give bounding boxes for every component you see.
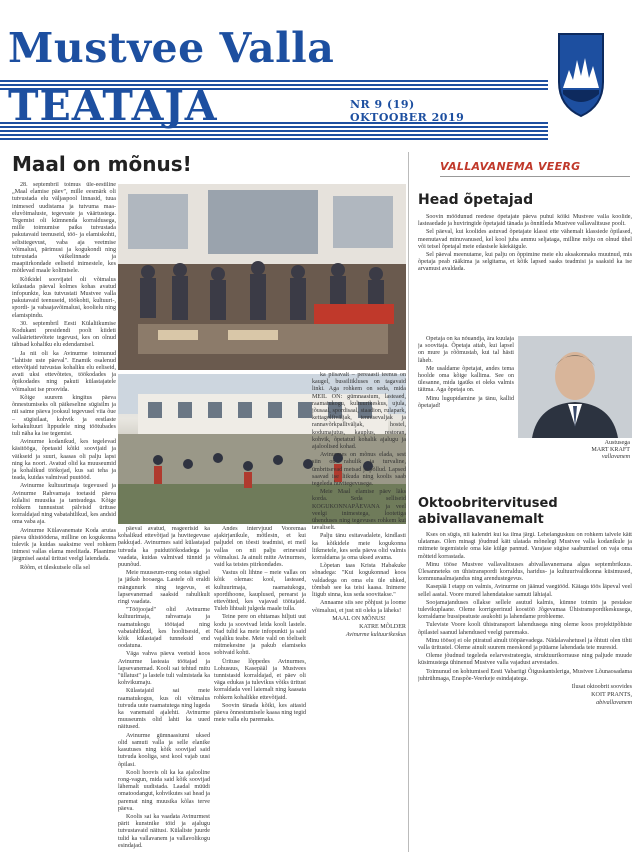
section-rule	[440, 176, 630, 177]
paragraph: Väga vahva päeva veetsid koos Avinurme lasteaia töötajad ja lapsevanemad. Kooli sai tehtud mitu "üllatust" ja lastele tuli valmistada ka kohvikumaju.	[118, 651, 210, 687]
paragraph: Soovin tänada kõiki, kes aitasid päeva õnnestumisele kaasa ning tegid meie valla elu paremaks.	[214, 702, 306, 724]
signature-role: Avinurme kultuurikeskus	[345, 632, 406, 639]
paragraph: Soovin möödunud reedese õpetajate päeva puhul kõiki Mustvee valla koolide, lasteaedade ja huviringide õpetajaid tänada ja õnnitleda Mustvee vallavalitsuse poolt.	[418, 214, 632, 228]
caption-title: vallavanem	[601, 454, 630, 461]
paragraph: 30. septembril Eesti Külaliikumise Kodukant presidendi poolt kiideti vallaäriettevõtete tegevust, kes on olnud tähtsad kohaliku elu edendamisel.	[12, 320, 116, 349]
greetings-article-body	[418, 532, 632, 852]
portrait-caption	[520, 440, 630, 462]
paragraph: Kõikidel soovijatel oli võimalus külastada päeval kolmes kohas avatud infopunkte, kus tutvustati Mustvee valla pakutavaid teenuseid, töökohti, kultuuri-, spordi- ja vabaajavõimalusi, koolielu ning elamispindu.	[12, 276, 116, 319]
paragraph: Avinurme gümnaasiumi uksed olid samuti valla ja selle elanike kasutuses ning kõik soovijad said tutvuda kooliga, sest kool vajab uusi õpilasi.	[118, 732, 210, 768]
paragraph: Külastajaid sai meie raamatukogus, kus oli võimalus tutvuda uute raamatutega ning lugeda ka vanemaid ajalehti. Avinurme muuseumis olid lahti ka uued näitused.	[118, 688, 210, 731]
paragraph: Palju tänu esitavadalete, kindlasti ka kõikidele meie kogukonna liikmetele, kes seda päeva olid valmis korraldama ja oma uksed avama.	[312, 533, 406, 562]
paragraph: Vastus oli lihtne – meie vallas on kõik olemas: kool, lasteaed, kultuurimaja, raamatukogu, spordihoone, kauplused, perearst ja ettevõtted, kes vajavad töötajaid. Tuleb lihtsalt julgeda maale tulla.	[214, 570, 306, 613]
article-column-2	[118, 526, 210, 852]
paragraph: Ürituse lõppedes Avinurmes, Lohusuus, Kasepääl ja Mustvees tunnistasid korraldajad, et päev oli väga edukas ja tulevikus võiks üritust korraldada veel laiemalt ning kaasata rohkem kohalikke ettevõtjaid.	[214, 658, 306, 701]
paragraph: Õpetaja on ka nõuandja, ära kuulaja ja soovitaja. Õpetaja aitab, kui lapsel on mure ja rõõmustab, kui tal hästi läheb.	[418, 336, 514, 364]
issue-date: OKTOOBER 2019	[350, 111, 465, 125]
article-column-4	[312, 372, 406, 852]
market-crowd-illustration	[118, 184, 406, 370]
paragraph: päeval avatud, reageerisid ka kohalikud ettevõtjad ja huvitegevuse pakkujad. Avinurmes said külastajad tutvuda ka puidutöökodadega ja vaadata, kuidas valmivad tünnid ja puunõud.	[118, 526, 210, 569]
masthead-title-line2: TEATAJA	[8, 82, 218, 130]
market-crowd-photo	[118, 184, 406, 370]
paragraph: Toimunud on kohtumised Eesti Vabariigi Õiguskantsleriga, Mustvee Lõunaosadama juhtrühmaga, Eraspõe-Veerkeje esindajatega.	[418, 668, 632, 682]
paragraph: Tuleviste Voore kooli ühistransport lahendusega ning oleme koos projektipõhiste õpilastel saanud lahendused veelgi paremaks.	[418, 622, 632, 636]
paragraph: Oleme jõudnud tegeleda eelarvestrateegia, struktuurikorrause ning paljude muude küsimustega ühinenud Mustvee valla vajadust arvestades.	[418, 653, 632, 667]
masthead	[0, 0, 639, 150]
paragraph: Kooli hoovis oli ka ka ajalooline rong-vagun, mida said kõik soovijad lähemalt uudistada. Laadal müüdi omatoodangut, kohvikutes sai head ja paremat ning muusika kõlas terve päeva.	[118, 769, 210, 812]
issue-number: NR 9 (19)	[350, 98, 415, 111]
paragraph: 28. septembril toimus üle-eestiline „Maal elamise päev", mille eesmärk oli tutvustada elu väljaspool linnasid, tuua inimesed uudistama ja tutvuma maa-eluvõimaluste, tegevuste ja väärtustega. Tegemist oli kümnenda korraldusega, mille toimumise paika tutvustada pakutavaid teenuseid, töö- ja elamiskohti, seltsitegevust, vaba aja veetmise võimalusi, pärimusi ja kogukondi ning tutvustada väikelinnade ja maapiirkondade eeliseid inimestele, kes mõtlevad maale kolimisele.	[12, 182, 116, 275]
signature-name: KATRE MÕLDER	[359, 623, 406, 630]
paragraph: Minu lugupidamine ja tänu, kallid õpetajad!	[418, 395, 514, 409]
paragraph: ka piisavalt – pereaasti teenus on kaugel, bussiliikluses on tagavaid linki. Aga rohkem on seda, mida MEIL ON: gümnaasium, lasteaed, raamatukogu, kultuurikeskus, ujula, jõusaal, spordisaal, staadion, rulapark, kettagolfiväljak, tennisevaljak ja rannavõrkpalliväljak, hostel, kodumajutus, kauplus, restoran, kohvik, õpetatud kohalik ajalugu ja ajaloolised kohad.	[312, 372, 406, 451]
paragraph: Avinurme kodanikud, kes tegelevad käsitööga, õpetasid kõiki soovijaid ja väikseid ja suuri, kaasas oli palju lapsi ning ka noori. Avatud olid ka muuseumid ja kohalikud töökojad, kus sai teha ja teada, kuidas valmivad puutööd.	[12, 439, 116, 482]
signature-name: KOIT PRANTS,	[591, 692, 632, 699]
paragraph: Teine pere on ehitamas hiljuti uut kodu ja soovivad leida kooli lastele. Nad tulid ka meie infopunkti ja said vajaliku teabe. Meie vald on tõeliselt mitmekesine ja pakub elamiseks sobivaid kohti.	[214, 614, 306, 657]
paragraph: Avinurme kultuurimaja tegevused ja Avinurme Rahvamaja toetasid päeva külalisi muusika ja tantsudega. Kõige rohkem tunnustust pälvisid ürituse korraldajad ning vabatahtlikud, kes andsid oma vaba aja.	[12, 483, 116, 526]
municipal-crest-icon	[555, 30, 607, 120]
paragraph: Lõpetan taas Krista Habakuke sõnadega: "Kui kogukonnad koos valdadega on oma elu üle uhked, tõmbab see ka teisi kaasa. Inimene liigub sinna, kus seda soovitakse."	[312, 563, 406, 599]
article-headline-teachers: Head õpetajad	[418, 192, 534, 208]
article-headline-greetings: Oktoobritervitused abivallavanemalt	[418, 496, 558, 527]
paragraph: Minu töösoj ei ole piiratud ainult tööpäevadega. Nädalavahetusel ja õhtuti olen tihti valla üritustel. Oleme ainult suurem meeskond ja püüame lahendada teie muresid.	[418, 637, 632, 652]
article-headline: Maal on mõnus!	[12, 152, 192, 176]
issue-info	[350, 98, 464, 124]
paragraph: Avinurmes on mõnus elada, sest siin on rahulik ja turvaline, ümbritsevad metsad ja põllud. Lapsed saavad ise liikuda ning koolis saab tegeleda huvitegevusega.	[312, 452, 406, 488]
paragraph: Minu tööse Mustvee vallavalitsuses abivallavanemana algas septembrikuus. Ülesanneteks on ühistranspordi korraldus, haridus- ja kultuurivaldkonna küsimused, kommunaalmajandus ning arendustegevus.	[418, 561, 632, 583]
portrait-illustration	[518, 336, 632, 438]
paragraph: Avinurme Külavanemate Koda arutas päeva ühistöödena, milline on kogukonna tulevik ja kuidas saaksime veel rohkem inimesi vallas elama meelitada. Plaanime järgmisel aastal üritust veelgi laiendada.	[12, 527, 116, 563]
article-column-1	[12, 182, 116, 852]
column-divider	[408, 152, 409, 852]
caption-name: MART KRAFT	[591, 447, 630, 454]
paragraph: Ja nii oli ka Avinurme toimunud "lahtiste uste päeval". Enamik osalenud ettevõtjaid tutvustas kohaliku elu eeliseid, avati uksi ettevõtetes, töökodades ja õpikodades ning pakuti külastajatele võimalust ise proovida.	[12, 350, 116, 393]
paragraph: Andes intervjuud Vooremaa ajakirjanikule, mõtlesin, et kui paljudel on tõesti teadmisi, et meil vallas on nii palju erinevaid võimalusi. Ja ainult mitte Avinurmes, vaid ka teistes piirkondades.	[214, 526, 306, 569]
paragraph: Me usaldame õpetajat, andes tema hoolde oma kõige kallima. See on ülesanne, mida igaüks ei oleks valmis täitma. Aga õpetaja on.	[418, 365, 514, 394]
paragraph: Soojamajanduses ollakse sellele asutud kalmis, kümne toimin ja pestakse tulevikuplaane. Oleme korrigeerinud koostöö Jõgevamaa Ühistranspordikeskusega, korraldame bussipeatuste asukohti ja lahendame probleeme.	[418, 599, 632, 621]
paragraph: Sel päeval, kui koolides astuvad õpetajate klassi ette vähemalt klassiede õpilased, meenutavad minuvanused, kel kool juba ammu seljataga, milline mõju on olnud ühel või teisel õpetajal meie edasisele käekäigule.	[418, 229, 632, 250]
paragraph: MAAL ON MÕNUS!	[332, 615, 386, 622]
portrait-photo	[518, 336, 632, 438]
paragraph: Kõige suurem kingitus päeva õnnestumiseks oli päikeseline sügisilm ja nii saime päeva jooksul tegevusel viia õue – sügisilaat, kohvik ja eestlaste kehakultuuri lippudele ning töötubades tuli näha ka ise tegemist.	[12, 394, 116, 437]
masthead-title-line1: Mustvee Valla	[8, 24, 335, 72]
paragraph: Sel päeval meenutame, kui palju on õppimine meie elu aksakonnaks muutnud, mis õpetaja peab rääkima ja selgitama, et kõik lapsed saaks teadmisi ja saaksid ka ise arvamust avaldada.	[418, 252, 632, 273]
paragraph: Kses on sügis, nii kalendri kui ka ilma järgi. Lehelanguskuu on rohkem talvele kätt ulatamas. Olen minagi jõudnud kätt ulatada mõnelegi Mustvee valla kodanikule ja mitmete tegemistele oma käe külge pannud. Varajase sügise saabumisel on vaja oma mõtteid korrastada.	[418, 532, 632, 560]
paragraph: Koolis sai ka vaadata Avinurmest pärit kunstnike töid ja ajalugu tutvustavaid näitusi. Külaliste juurde tulid ka vallavanem ja vallavolikogu esindajad.	[118, 813, 210, 849]
paragraph: "Tööjoojad" olid Avinurme kultuurimaja, rahvamaja ja raamatukogu töötajad ning vabatahtlikud, kes hoolitsesid, et kõik külastajad tunneksid end oodatuna.	[118, 607, 210, 650]
teachers-article-body	[418, 214, 632, 334]
paragraph: Meie Maal elamise päev läks korda. Seda selliseid KOGUKONNAPÄEVANA ja veel veelgi inimestega, lootetiga ühenduses ning tegevuses rohkem kui tavaliselt.	[312, 489, 406, 532]
teachers-article-body-narrow	[418, 336, 514, 482]
paragraph: Ilusat oktoobrit soovides	[571, 684, 632, 691]
signature-role: abivallavanem	[596, 700, 632, 707]
paragraph: Meie muuseum-rong ootas sügisel ja jätkab hooaega. Lastele oli eraldi mängunurk ning tegevus, et lapsevanemad saaksid rahulikult ringi vaadata.	[118, 570, 210, 606]
article-column-3	[214, 526, 306, 852]
paragraph: Rõõm, et üleskutsele olla sel	[20, 564, 90, 571]
paragraph: Kasepää I etapp on valmis, Avinurme on jäänud vaegtööd. Käiaga töös läpeval veel sellel aastal. Voore mured lahendatakse samuti lähiajal.	[418, 584, 632, 598]
section-tag: VALLAVANEMA VEERG	[440, 160, 581, 173]
paragraph: Annaame siis see põhjust ja loome võimalusi, et just nii oleks ja läheks!	[312, 600, 406, 614]
caption-role: Austusega	[604, 440, 630, 446]
